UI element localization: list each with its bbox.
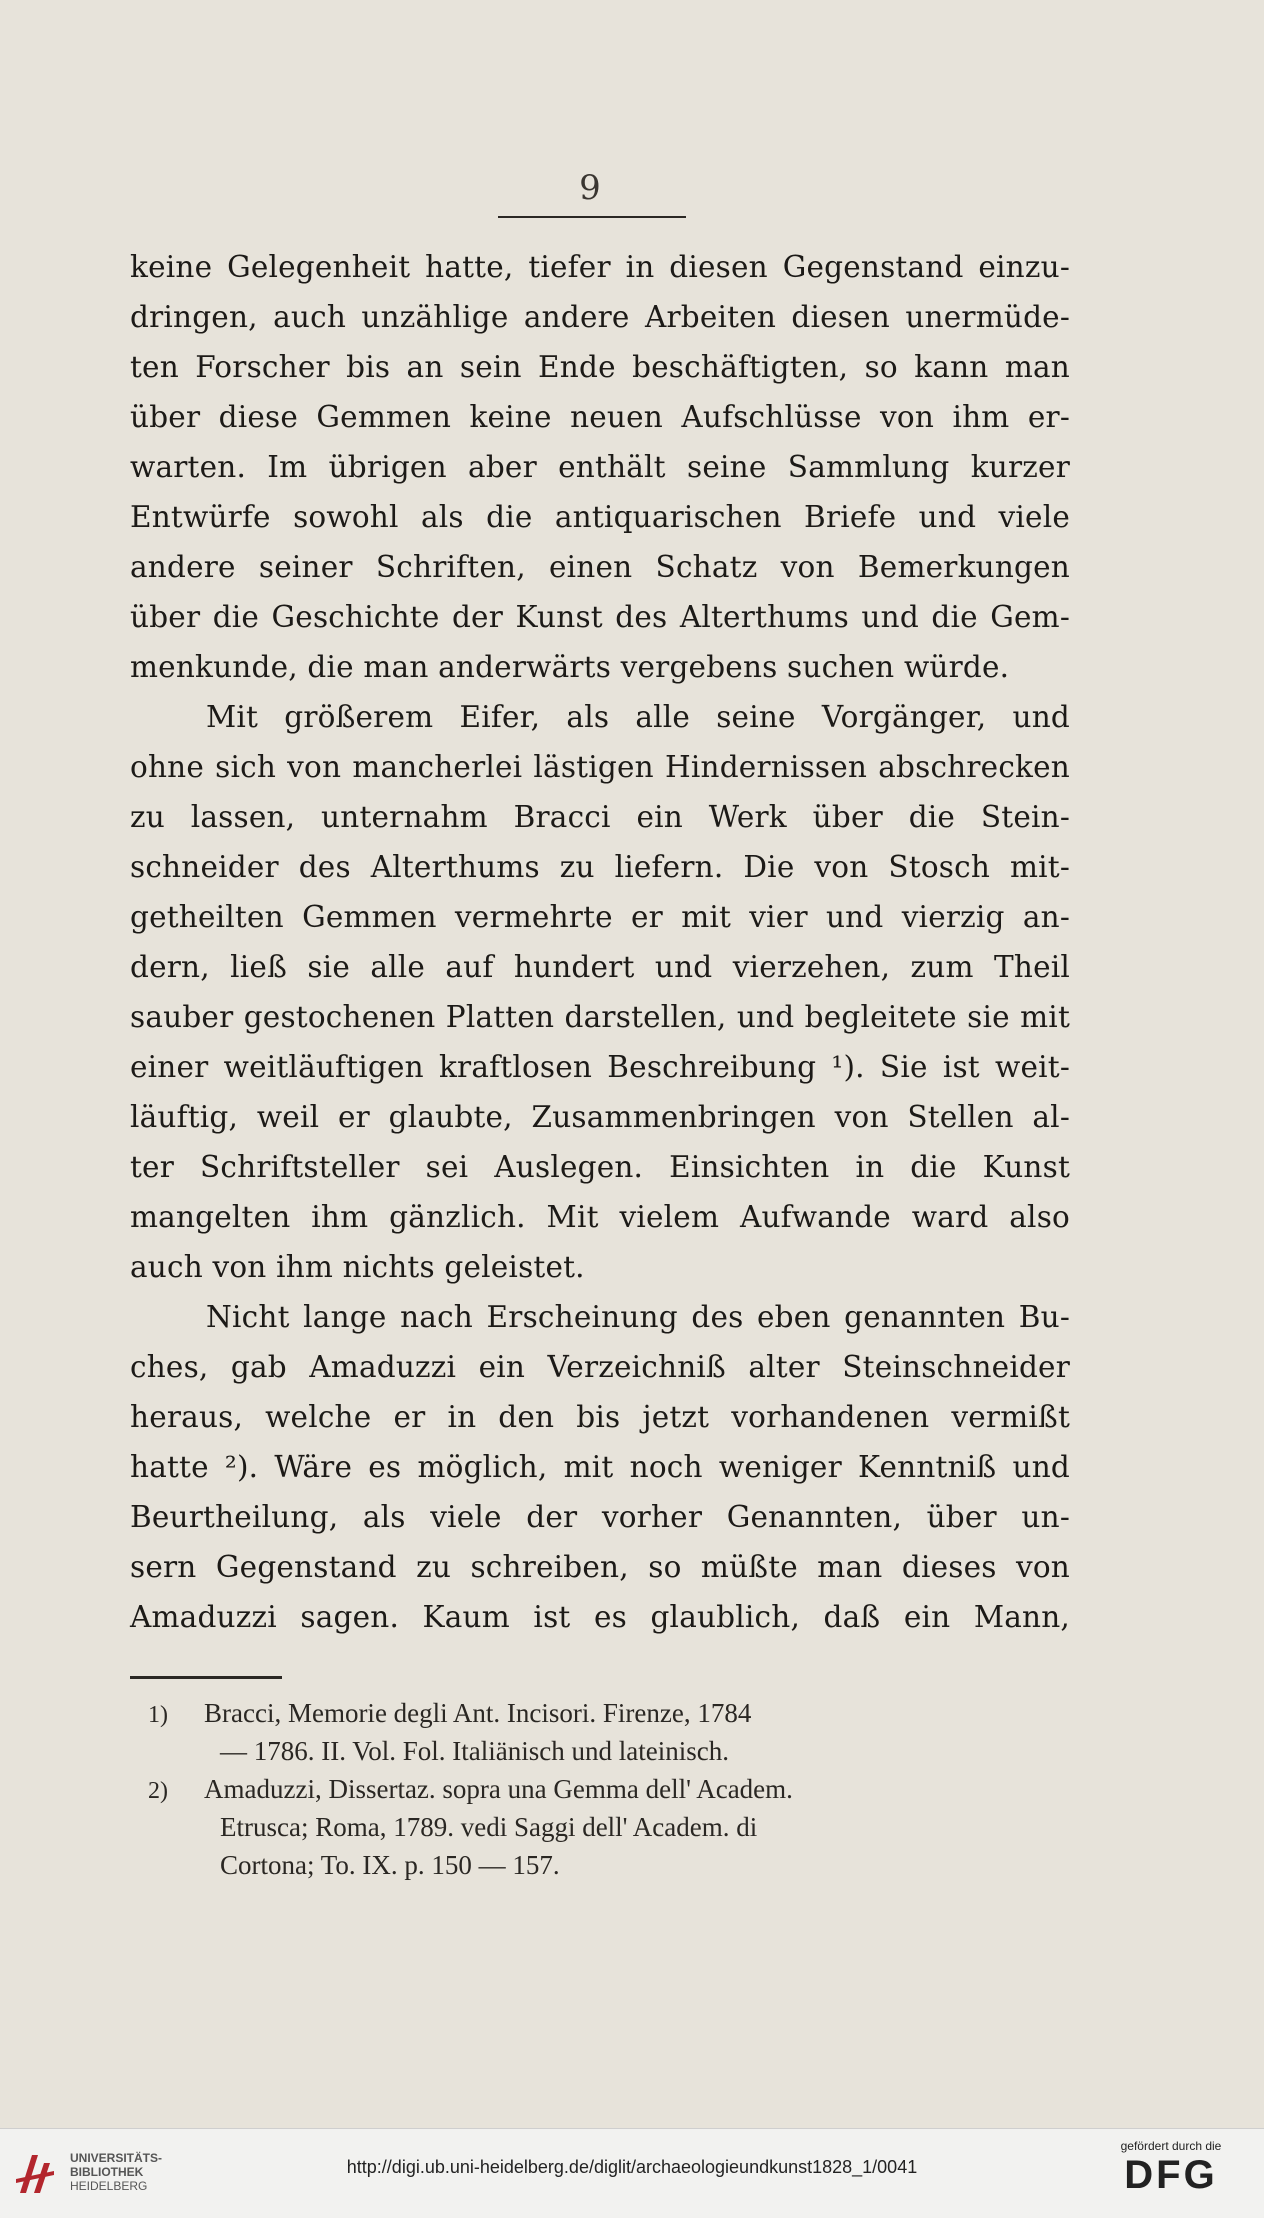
text-line: dern, ließ sie alle auf hundert und vierzehen, zum Theil <box>130 950 1070 984</box>
footnote-rule <box>130 1676 282 1679</box>
text-line: auch von ihm nichts geleistet. <box>130 1250 585 1284</box>
text-line: warten. Im übrigen aber enthält seine Sammlung kurzer <box>130 450 1070 484</box>
text-line: schneider des Alterthums zu liefern. Die von Stosch mit- <box>130 850 1070 884</box>
text-line: keine Gelegenheit hatte, tiefer in diesen Gegenstand einzu- <box>130 250 1070 284</box>
text-line: Nicht lange nach Erscheinung des eben genannten Bu- <box>206 1300 1070 1334</box>
footnote-text: Bracci, Memorie degli Ant. Incisori. Firenze, 1784 <box>204 1698 752 1728</box>
dfg-logo: DFG <box>1124 2153 1218 2197</box>
funder-badge <box>1096 2139 1246 2197</box>
footnote-mark: 2) <box>148 1778 168 1804</box>
text-line: ter Schriftsteller sei Auslegen. Einsichten in die Kunst <box>130 1150 1070 1184</box>
footnotes <box>148 1694 1078 1884</box>
footnote-text: Etrusca; Roma, 1789. vedi Saggi dell' Academ. di <box>220 1812 758 1842</box>
text-line: hatte ²). Wäre es möglich, mit noch weniger Kenntniß und <box>130 1450 1070 1484</box>
text-line: sauber gestochenen Platten darstellen, und begleitete sie mit <box>130 1000 1070 1034</box>
text-line: zu lassen, unternahm Bracci ein Werk über die Stein- <box>130 800 1070 834</box>
text-line: dringen, auch unzählige andere Arbeiten diesen unermüde- <box>130 300 1070 334</box>
text-line: über diese Gemmen keine neuen Aufschlüsse von ihm er- <box>130 400 1070 434</box>
page-number: 9 <box>579 168 601 208</box>
text-line: heraus, welche er in den bis jetzt vorhandenen vermißt <box>130 1400 1070 1434</box>
text-line: einer weitläuftigen kraftlosen Beschreibung ¹). Sie ist weit- <box>130 1050 1070 1084</box>
body-text <box>130 242 1070 1642</box>
footnote-1 <box>148 1694 1078 1732</box>
header-rule <box>498 216 686 218</box>
footnote-text: Amaduzzi, Dissertaz. sopra una Gemma dell' Academ. <box>204 1774 793 1804</box>
text-line: mangelten ihm gänzlich. Mit vielem Aufwande ward also <box>130 1200 1070 1234</box>
permalink[interactable]: http://digi.ub.uni-heidelberg.de/diglit/archaeologieundkunst1828_1/0041 <box>346 2157 918 2177</box>
library-name-line: HEIDELBERG <box>70 2179 148 2193</box>
text-line: über die Geschichte der Kunst des Alterthums und die Gem- <box>130 600 1070 634</box>
footnote-mark: 1) <box>148 1702 168 1728</box>
text-line: läuftig, weil er glaubte, Zusammenbringen von Stellen al- <box>130 1100 1070 1134</box>
viewer-footer <box>0 2128 1264 2218</box>
text-line: andere seiner Schriften, einen Schatz von Bemerkungen <box>130 550 1070 584</box>
text-line: Mit größerem Eifer, als alle seine Vorgänger, und <box>206 700 1070 734</box>
library-name-line: BIBLIOTHEK <box>70 2165 144 2179</box>
text-line: ches, gab Amaduzzi ein Verzeichniß alter Steinschneider <box>130 1350 1070 1384</box>
text-line: ten Forscher bis an sein Ende beschäftigten, so kann man <box>130 350 1070 384</box>
funder-caption: gefördert durch die <box>1120 2139 1222 2153</box>
text-line: Beurtheilung, als viele der vorher Genannten, über un- <box>130 1500 1070 1534</box>
text-line: menkunde, die man anderwärts vergebens suchen würde. <box>130 650 1010 684</box>
footnote-text: Cortona; To. IX. p. 150 — 157. <box>220 1850 560 1880</box>
text-line: sern Gegenstand zu schreiben, so müßte man dieses von <box>130 1550 1070 1584</box>
text-line: getheilten Gemmen vermehrte er mit vier und vierzig an- <box>130 900 1070 934</box>
footnote-text: — 1786. II. Vol. Fol. Italiänisch und lateinisch. <box>220 1736 729 1766</box>
text-line: ohne sich von mancherlei lästigen Hindernissen abschrecken <box>130 750 1070 784</box>
text-line: Amaduzzi sagen. Kaum ist es glaublich, daß ein Mann, <box>130 1600 1070 1634</box>
library-name-line: UNIVERSITÄTS- <box>70 2151 163 2165</box>
text-line: Entwürfe sowohl als die antiquarischen Briefe und viele <box>130 500 1070 534</box>
footnote-2 <box>148 1770 1078 1808</box>
